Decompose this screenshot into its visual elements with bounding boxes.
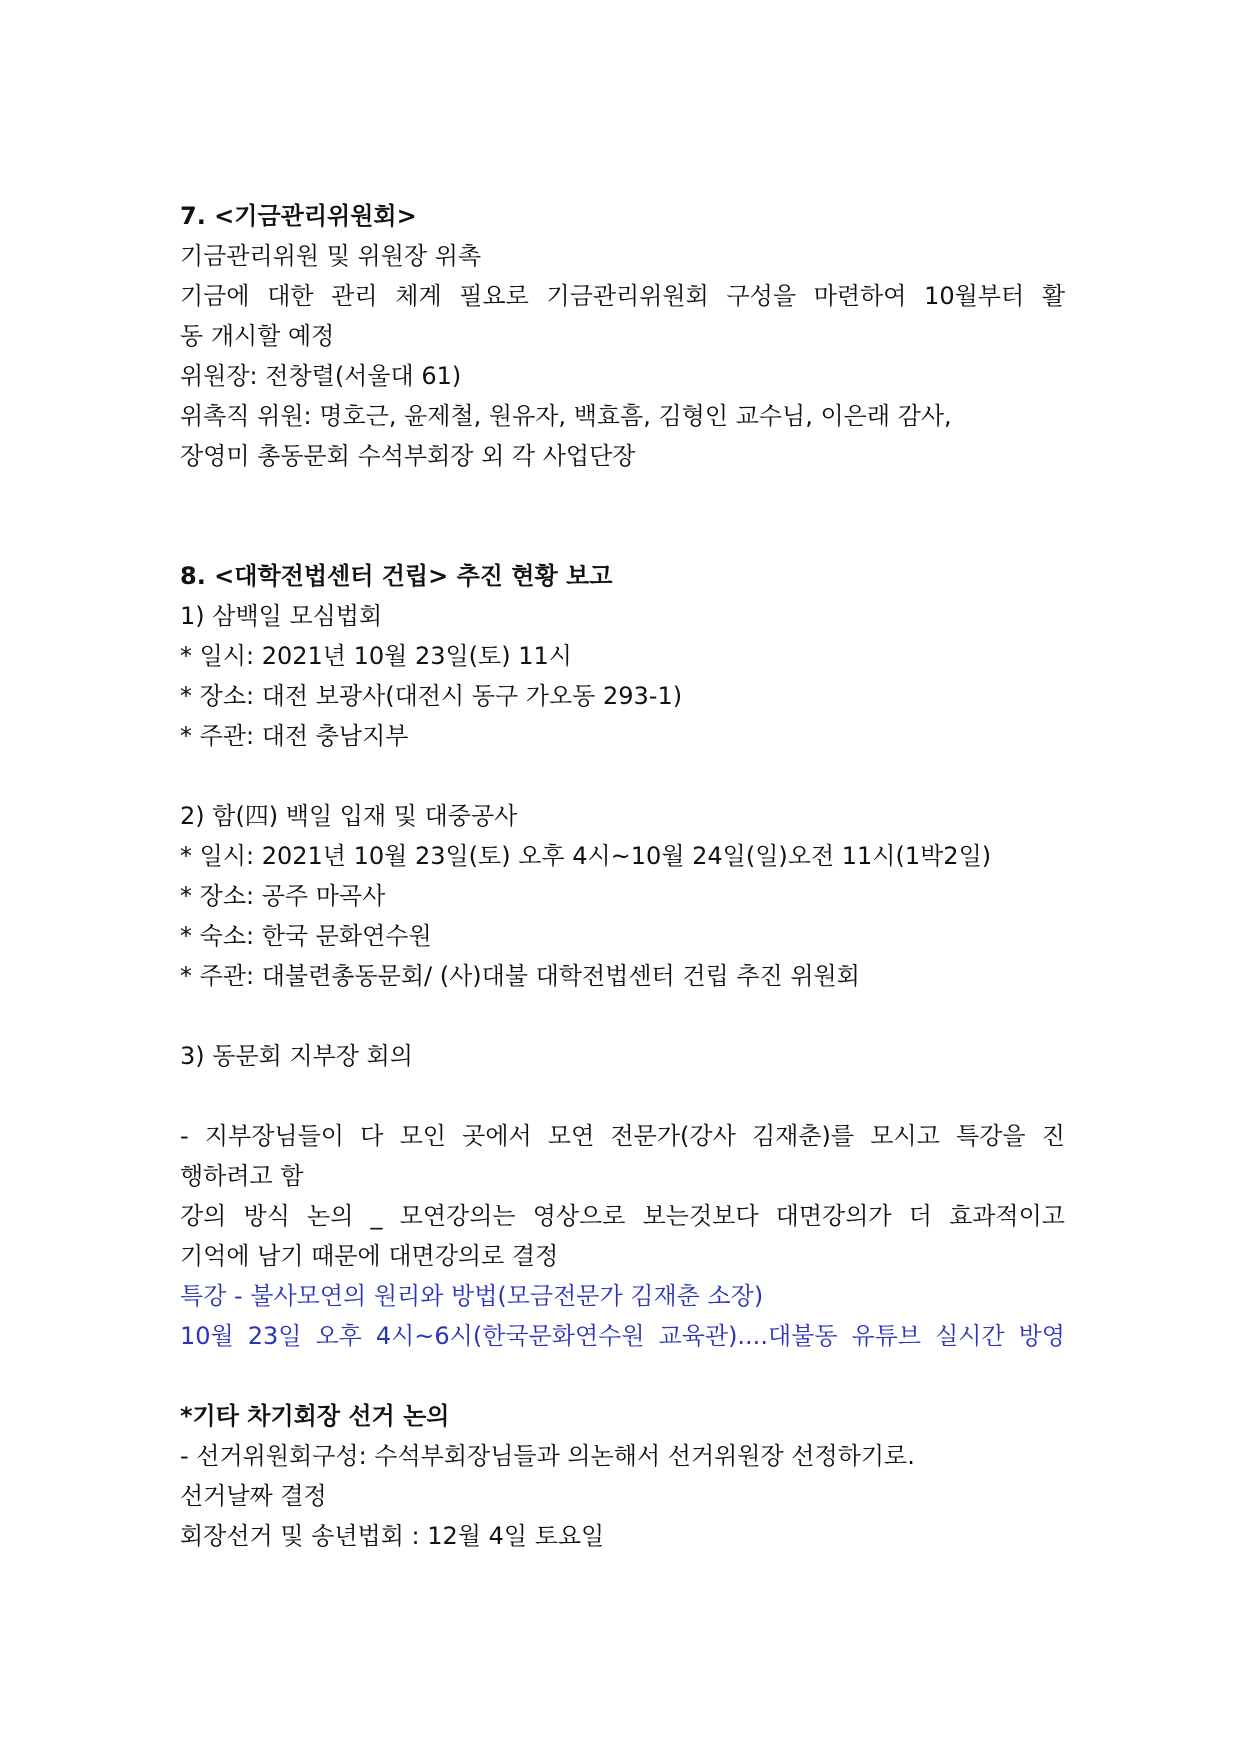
list-item: * 일시: 2021년 10월 23일(토) 오후 4시~10월 24일(일)오전 11시(1박2일) — [180, 842, 992, 870]
list-item: * 일시: 2021년 10월 23일(토) 11시 — [180, 642, 572, 670]
other-line: 선거날짜 결정 — [180, 1482, 327, 1510]
spacer — [180, 1356, 1065, 1396]
subsection-title: 3) 동문회 지부장 회의 — [180, 1042, 413, 1070]
section-8-heading: 8. <대학전법센터 건립> 추진 현황 보고 — [180, 562, 613, 590]
subsection-title: 2) 함(四) 백일 입재 및 대중공사 — [180, 802, 518, 830]
other-line: 회장선거 및 송년법회 : 12월 4일 토요일 — [180, 1522, 605, 1550]
document-page — [180, 196, 1065, 1556]
section-7-line: 기금에 대한 관리 체계 필요로 기금관리위원회 구성을 마련하여 10월부터 활 — [180, 282, 1065, 310]
section-7-line: 동 개시할 예정 — [180, 322, 335, 350]
section-7-line: 위촉직 위원: 명호근, 윤제철, 원유자, 백효흠, 김형인 교수님, 이은래 감사, — [180, 402, 952, 430]
highlight-line: 특강 - 불사모연의 원리와 방법(모금전문가 김재춘 소장) — [180, 1282, 764, 1310]
spacer — [180, 756, 1065, 796]
section-7-line: 장영미 총동문회 수석부회장 외 각 사업단장 — [180, 442, 636, 470]
subsection-title: 1) 삼백일 모심법회 — [180, 602, 383, 630]
list-item: * 숙소: 한국 문화연수원 — [180, 922, 432, 950]
spacer — [180, 996, 1065, 1036]
paragraph-line: - 지부장님들이 다 모인 곳에서 모연 전문가(강사 김재춘)를 모시고 특강을 진 — [180, 1122, 1065, 1150]
section-7-line: 기금관리위원 및 위원장 위촉 — [180, 242, 482, 270]
section-7-line: 위원장: 전창렬(서울대 61) — [180, 362, 462, 390]
spacer — [180, 476, 1065, 556]
other-line: - 선거위원회구성: 수석부회장님들과 의논해서 선거위원장 선정하기로. — [180, 1442, 915, 1470]
list-item: * 주관: 대전 충남지부 — [180, 722, 409, 750]
list-item: * 장소: 대전 보광사(대전시 동구 가오동 293-1) — [180, 682, 683, 710]
list-item: * 장소: 공주 마곡사 — [180, 882, 386, 910]
section-7-heading: 7. <기금관리위원회> — [180, 202, 417, 230]
paragraph-line: 기억에 남기 때문에 대면강의로 결정 — [180, 1242, 559, 1270]
list-item: * 주관: 대불련총동문회/ (사)대불 대학전법센터 건립 추진 위원회 — [180, 962, 860, 990]
spacer — [180, 1076, 1065, 1116]
highlight-line: 10월 23일 오후 4시~6시(한국문화연수원 교육관)....대불동 유튜브 실시간 방영 — [180, 1322, 1065, 1350]
paragraph-line: 행하려고 함 — [180, 1162, 304, 1190]
paragraph-line: 강의 방식 논의 _ 모연강의는 영상으로 보는것보다 대면강의가 더 효과적이고 — [180, 1202, 1065, 1230]
other-heading: *기타 차기회장 선거 논의 — [180, 1402, 450, 1430]
